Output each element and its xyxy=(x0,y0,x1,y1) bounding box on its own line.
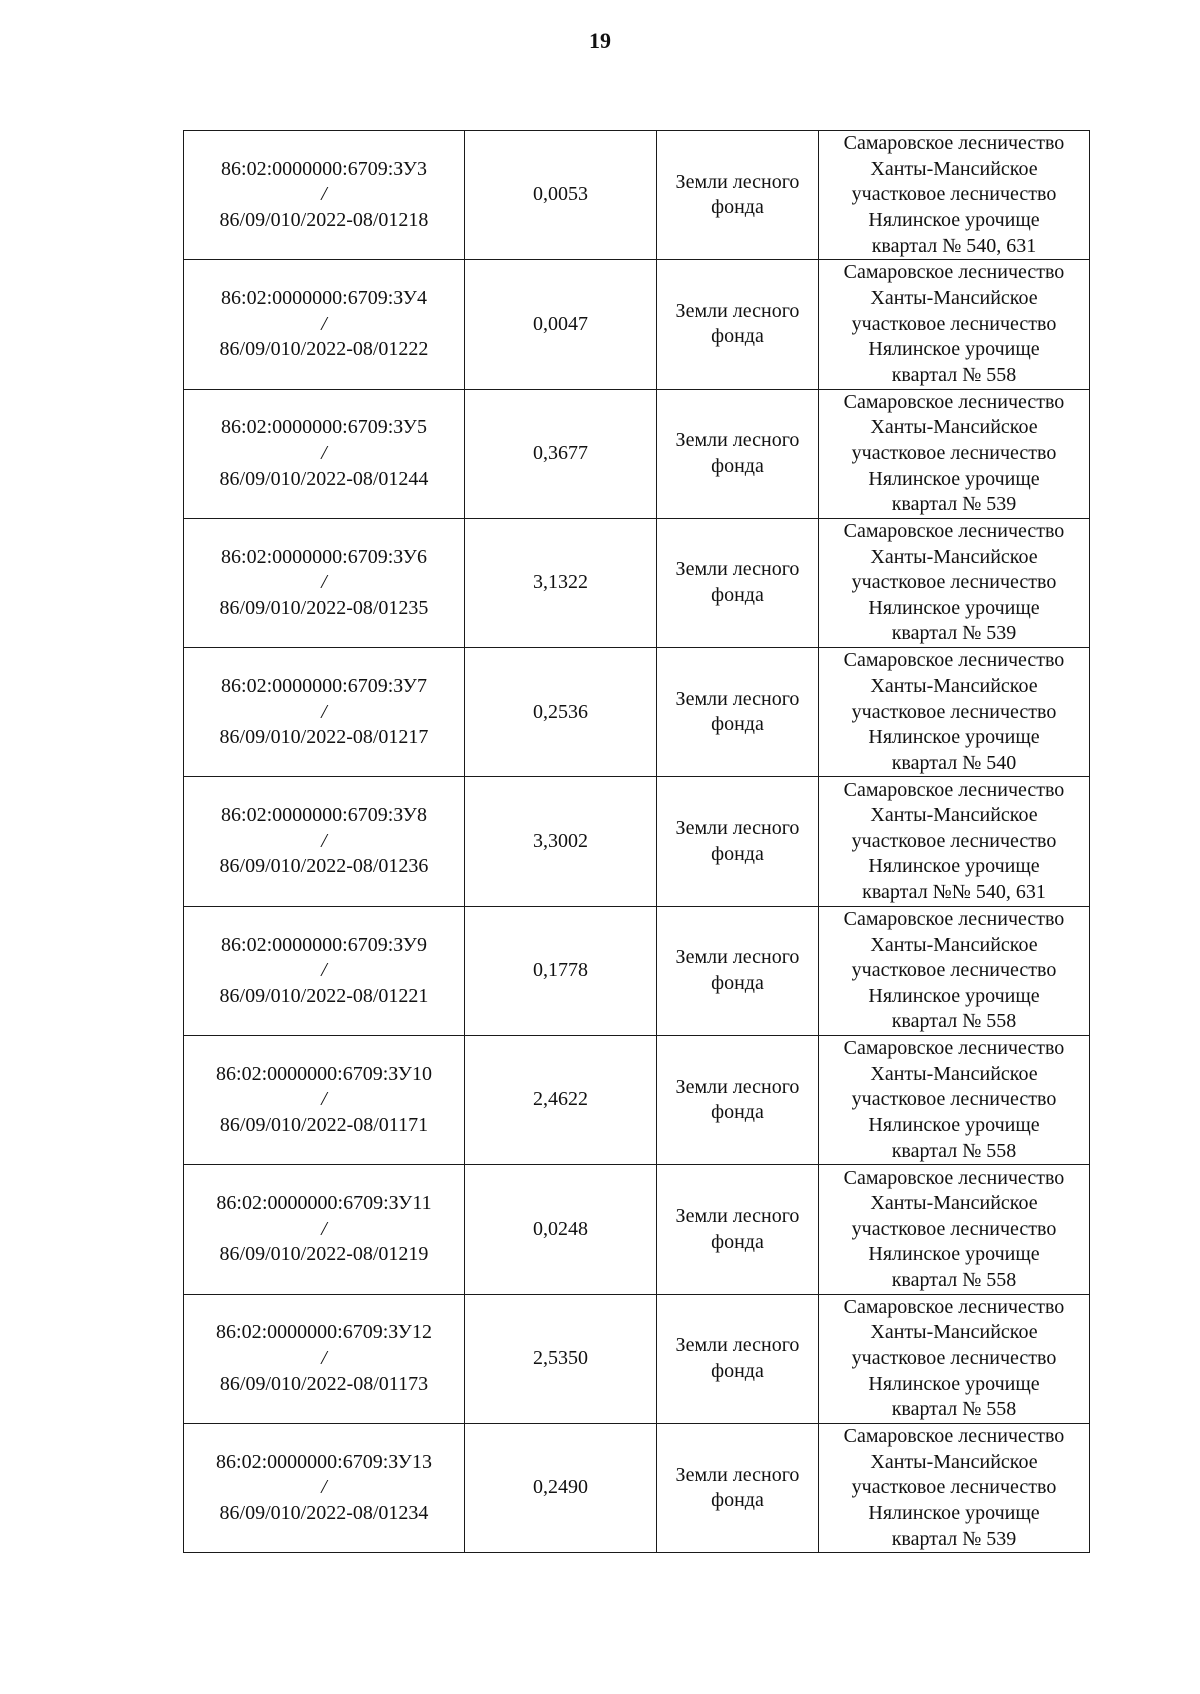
number-separator: / xyxy=(321,571,327,594)
land-category-line: фонда xyxy=(711,454,764,477)
number-separator: / xyxy=(321,1088,327,1111)
forestry-name: Самаровское лесничество xyxy=(843,778,1065,801)
land-category-line: фонда xyxy=(711,584,764,607)
registration-number: 86/09/010/2022-08/01222 xyxy=(219,338,429,361)
cadastral-number: 86:02:0000000:6709:ЗУ9 xyxy=(221,933,427,956)
forestry-name: Самаровское лесничество xyxy=(843,1425,1065,1448)
land-category-cell xyxy=(657,131,819,260)
land-category-line: Земли лесного xyxy=(675,429,800,452)
registration-number: 86/09/010/2022-08/01244 xyxy=(219,467,429,490)
cadastral-cell xyxy=(184,518,465,647)
district-forestry-name: Ханты-Мансийское xyxy=(870,1321,1038,1344)
district-forestry-type: участковое лесничество xyxy=(851,1476,1057,1499)
land-category-line: Земли лесного xyxy=(675,687,800,710)
cadastral-number: 86:02:0000000:6709:ЗУ12 xyxy=(216,1321,432,1344)
district-forestry-type: участковое лесничество xyxy=(851,700,1057,723)
area-cell xyxy=(465,906,657,1035)
cadastral-cell xyxy=(184,1165,465,1294)
table-row xyxy=(184,518,1090,647)
district-forestry-name: Ханты-Мансийское xyxy=(870,157,1038,180)
district-forestry-type: участковое лесничество xyxy=(851,183,1057,206)
land-category-line: Земли лесного xyxy=(675,1463,800,1486)
table-row xyxy=(184,260,1090,389)
quarter-number: квартал № 558 xyxy=(891,1398,1017,1421)
district-forestry-name: Ханты-Мансийское xyxy=(870,933,1038,956)
land-category-line: Земли лесного xyxy=(675,170,800,193)
area-cell xyxy=(465,131,657,260)
number-separator: / xyxy=(321,1347,327,1370)
cadastral-number: 86:02:0000000:6709:ЗУ6 xyxy=(221,545,427,568)
land-category-line: Земли лесного xyxy=(675,1075,800,1098)
district-forestry-type: участковое лесничество xyxy=(851,571,1057,594)
number-separator: / xyxy=(321,441,327,464)
land-category-line: фонда xyxy=(711,1230,764,1253)
land-category-cell xyxy=(657,1423,819,1552)
tract-name: Нялинское урочище xyxy=(868,984,1040,1007)
cadastral-number: 86:02:0000000:6709:ЗУ4 xyxy=(221,287,427,310)
registration-number: 86/09/010/2022-08/01217 xyxy=(219,726,429,749)
forestry-name: Самаровское лесничество xyxy=(843,132,1065,155)
table-row xyxy=(184,777,1090,906)
location-cell xyxy=(819,518,1090,647)
location-cell xyxy=(819,131,1090,260)
area-cell xyxy=(465,1165,657,1294)
cadastral-cell xyxy=(184,1036,465,1165)
forestry-name: Самаровское лесничество xyxy=(843,390,1065,413)
registration-number: 86/09/010/2022-08/01235 xyxy=(219,596,429,619)
land-category-line: фонда xyxy=(711,842,764,865)
location-cell xyxy=(819,1294,1090,1423)
tract-name: Нялинское урочище xyxy=(868,467,1040,490)
area-cell xyxy=(465,1294,657,1423)
district-forestry-type: участковое лесничество xyxy=(851,441,1057,464)
quarter-number: квартал № 558 xyxy=(891,363,1017,386)
quarter-number: квартал № 558 xyxy=(891,1139,1017,1162)
area-value: 0,0047 xyxy=(533,312,588,335)
district-forestry-name: Ханты-Мансийское xyxy=(870,1192,1038,1215)
quarter-number: квартал №№ 540, 631 xyxy=(862,881,1046,904)
location-cell xyxy=(819,260,1090,389)
land-category-line: Земли лесного xyxy=(675,946,800,969)
location-cell xyxy=(819,389,1090,518)
district-forestry-name: Ханты-Мансийское xyxy=(870,674,1038,697)
registration-number: 86/09/010/2022-08/01173 xyxy=(219,1372,429,1395)
registration-number: 86/09/010/2022-08/01219 xyxy=(219,1243,429,1266)
cadastral-number: 86:02:0000000:6709:ЗУ8 xyxy=(221,804,427,827)
tract-name: Нялинское урочище xyxy=(868,338,1040,361)
registration-number: 86/09/010/2022-08/01171 xyxy=(219,1114,429,1137)
area-value: 2,5350 xyxy=(533,1347,588,1370)
quarter-number: квартал № 539 xyxy=(891,1527,1017,1550)
area-cell xyxy=(465,648,657,777)
forestry-name: Самаровское лесничество xyxy=(843,261,1065,284)
table-row xyxy=(184,131,1090,260)
forestry-name: Самаровское лесничество xyxy=(843,1166,1065,1189)
district-forestry-name: Ханты-Мансийское xyxy=(870,545,1038,568)
cadastral-cell xyxy=(184,260,465,389)
quarter-number: квартал № 539 xyxy=(891,493,1017,516)
area-cell xyxy=(465,389,657,518)
registration-number: 86/09/010/2022-08/01221 xyxy=(219,984,429,1007)
cadastral-cell xyxy=(184,777,465,906)
cadastral-number: 86:02:0000000:6709:ЗУ10 xyxy=(216,1062,432,1085)
table-row xyxy=(184,1036,1090,1165)
table-row xyxy=(184,1165,1090,1294)
parcels-table-body xyxy=(184,131,1090,1553)
tract-name: Нялинское урочище xyxy=(868,208,1040,231)
land-category-line: фонда xyxy=(711,1101,764,1124)
cadastral-number: 86:02:0000000:6709:ЗУ13 xyxy=(216,1450,432,1473)
parcels-table xyxy=(183,130,1090,1553)
tract-name: Нялинское урочище xyxy=(868,855,1040,878)
registration-number: 86/09/010/2022-08/01236 xyxy=(219,855,429,878)
registration-number: 86/09/010/2022-08/01218 xyxy=(219,208,429,231)
district-forestry-type: участковое лесничество xyxy=(851,1088,1057,1111)
page-number: 19 xyxy=(589,28,611,53)
location-cell xyxy=(819,777,1090,906)
cadastral-number: 86:02:0000000:6709:ЗУ3 xyxy=(221,157,427,180)
area-value: 3,3002 xyxy=(533,829,588,852)
number-separator: / xyxy=(321,829,327,852)
forestry-name: Самаровское лесничество xyxy=(843,1037,1065,1060)
land-category-line: Земли лесного xyxy=(675,1204,800,1227)
location-cell xyxy=(819,648,1090,777)
land-category-cell xyxy=(657,777,819,906)
land-category-cell xyxy=(657,518,819,647)
land-category-line: фонда xyxy=(711,196,764,219)
area-cell xyxy=(465,518,657,647)
number-separator: / xyxy=(321,183,327,206)
cadastral-cell xyxy=(184,1294,465,1423)
land-category-cell xyxy=(657,1165,819,1294)
quarter-number: квартал № 539 xyxy=(891,622,1017,645)
number-separator: / xyxy=(321,1217,327,1240)
number-separator: / xyxy=(321,1476,327,1499)
cadastral-cell xyxy=(184,389,465,518)
table-row xyxy=(184,906,1090,1035)
tract-name: Нялинское урочище xyxy=(868,1372,1040,1395)
district-forestry-type: участковое лесничество xyxy=(851,959,1057,982)
tract-name: Нялинское урочище xyxy=(868,1243,1040,1266)
number-separator: / xyxy=(321,700,327,723)
district-forestry-type: участковое лесничество xyxy=(851,1347,1057,1370)
land-category-cell xyxy=(657,389,819,518)
forestry-name: Самаровское лесничество xyxy=(843,520,1065,543)
district-forestry-name: Ханты-Мансийское xyxy=(870,416,1038,439)
district-forestry-type: участковое лесничество xyxy=(851,312,1057,335)
tract-name: Нялинское урочище xyxy=(868,596,1040,619)
cadastral-cell xyxy=(184,131,465,260)
area-value: 2,4622 xyxy=(533,1088,588,1111)
land-category-line: Земли лесного xyxy=(675,817,800,840)
table-row xyxy=(184,648,1090,777)
table-row xyxy=(184,1423,1090,1552)
cadastral-cell xyxy=(184,1423,465,1552)
area-value: 0,0053 xyxy=(533,183,588,206)
land-category-line: фонда xyxy=(711,713,764,736)
area-value: 0,0248 xyxy=(533,1217,588,1240)
district-forestry-type: участковое лесничество xyxy=(851,829,1057,852)
cadastral-cell xyxy=(184,648,465,777)
tract-name: Нялинское урочище xyxy=(868,1114,1040,1137)
land-category-cell xyxy=(657,648,819,777)
cadastral-number: 86:02:0000000:6709:ЗУ7 xyxy=(221,674,427,697)
tract-name: Нялинское урочище xyxy=(868,726,1040,749)
land-category-line: фонда xyxy=(711,1359,764,1382)
land-category-cell xyxy=(657,906,819,1035)
cadastral-number: 86:02:0000000:6709:ЗУ5 xyxy=(221,416,427,439)
number-separator: / xyxy=(321,312,327,335)
number-separator: / xyxy=(321,959,327,982)
cadastral-number: 86:02:0000000:6709:ЗУ11 xyxy=(216,1192,432,1215)
location-cell xyxy=(819,1165,1090,1294)
location-cell xyxy=(819,906,1090,1035)
district-forestry-type: участковое лесничество xyxy=(851,1217,1057,1240)
area-cell xyxy=(465,260,657,389)
land-category-line: фонда xyxy=(711,971,764,994)
quarter-number: квартал № 540 xyxy=(891,751,1017,774)
land-category-cell xyxy=(657,260,819,389)
area-cell xyxy=(465,777,657,906)
registration-number: 86/09/010/2022-08/01234 xyxy=(219,1501,429,1524)
area-value: 0,2490 xyxy=(533,1476,588,1499)
forestry-name: Самаровское лесничество xyxy=(843,649,1065,672)
land-category-line: фонда xyxy=(711,325,764,348)
table-row xyxy=(184,1294,1090,1423)
district-forestry-name: Ханты-Мансийское xyxy=(870,1062,1038,1085)
quarter-number: квартал № 558 xyxy=(891,1268,1017,1291)
area-cell xyxy=(465,1423,657,1552)
quarter-number: квартал № 540, 631 xyxy=(871,234,1037,257)
forestry-name: Самаровское лесничество xyxy=(843,1295,1065,1318)
land-category-line: Земли лесного xyxy=(675,1334,800,1357)
quarter-number: квартал № 558 xyxy=(891,1010,1017,1033)
land-category-line: Земли лесного xyxy=(675,558,800,581)
district-forestry-name: Ханты-Мансийское xyxy=(870,804,1038,827)
location-cell xyxy=(819,1423,1090,1552)
district-forestry-name: Ханты-Мансийское xyxy=(870,1450,1038,1473)
area-value: 0,1778 xyxy=(533,959,588,982)
area-value: 0,3677 xyxy=(533,441,588,464)
area-value: 3,1322 xyxy=(533,571,588,594)
cadastral-cell xyxy=(184,906,465,1035)
area-value: 0,2536 xyxy=(533,700,588,723)
forestry-name: Самаровское лесничество xyxy=(843,907,1065,930)
land-category-line: Земли лесного xyxy=(675,299,800,322)
area-cell xyxy=(465,1036,657,1165)
land-category-cell xyxy=(657,1036,819,1165)
table-row xyxy=(184,389,1090,518)
land-category-cell xyxy=(657,1294,819,1423)
district-forestry-name: Ханты-Мансийское xyxy=(870,287,1038,310)
tract-name: Нялинское урочище xyxy=(868,1501,1040,1524)
land-category-line: фонда xyxy=(711,1489,764,1512)
location-cell xyxy=(819,1036,1090,1165)
